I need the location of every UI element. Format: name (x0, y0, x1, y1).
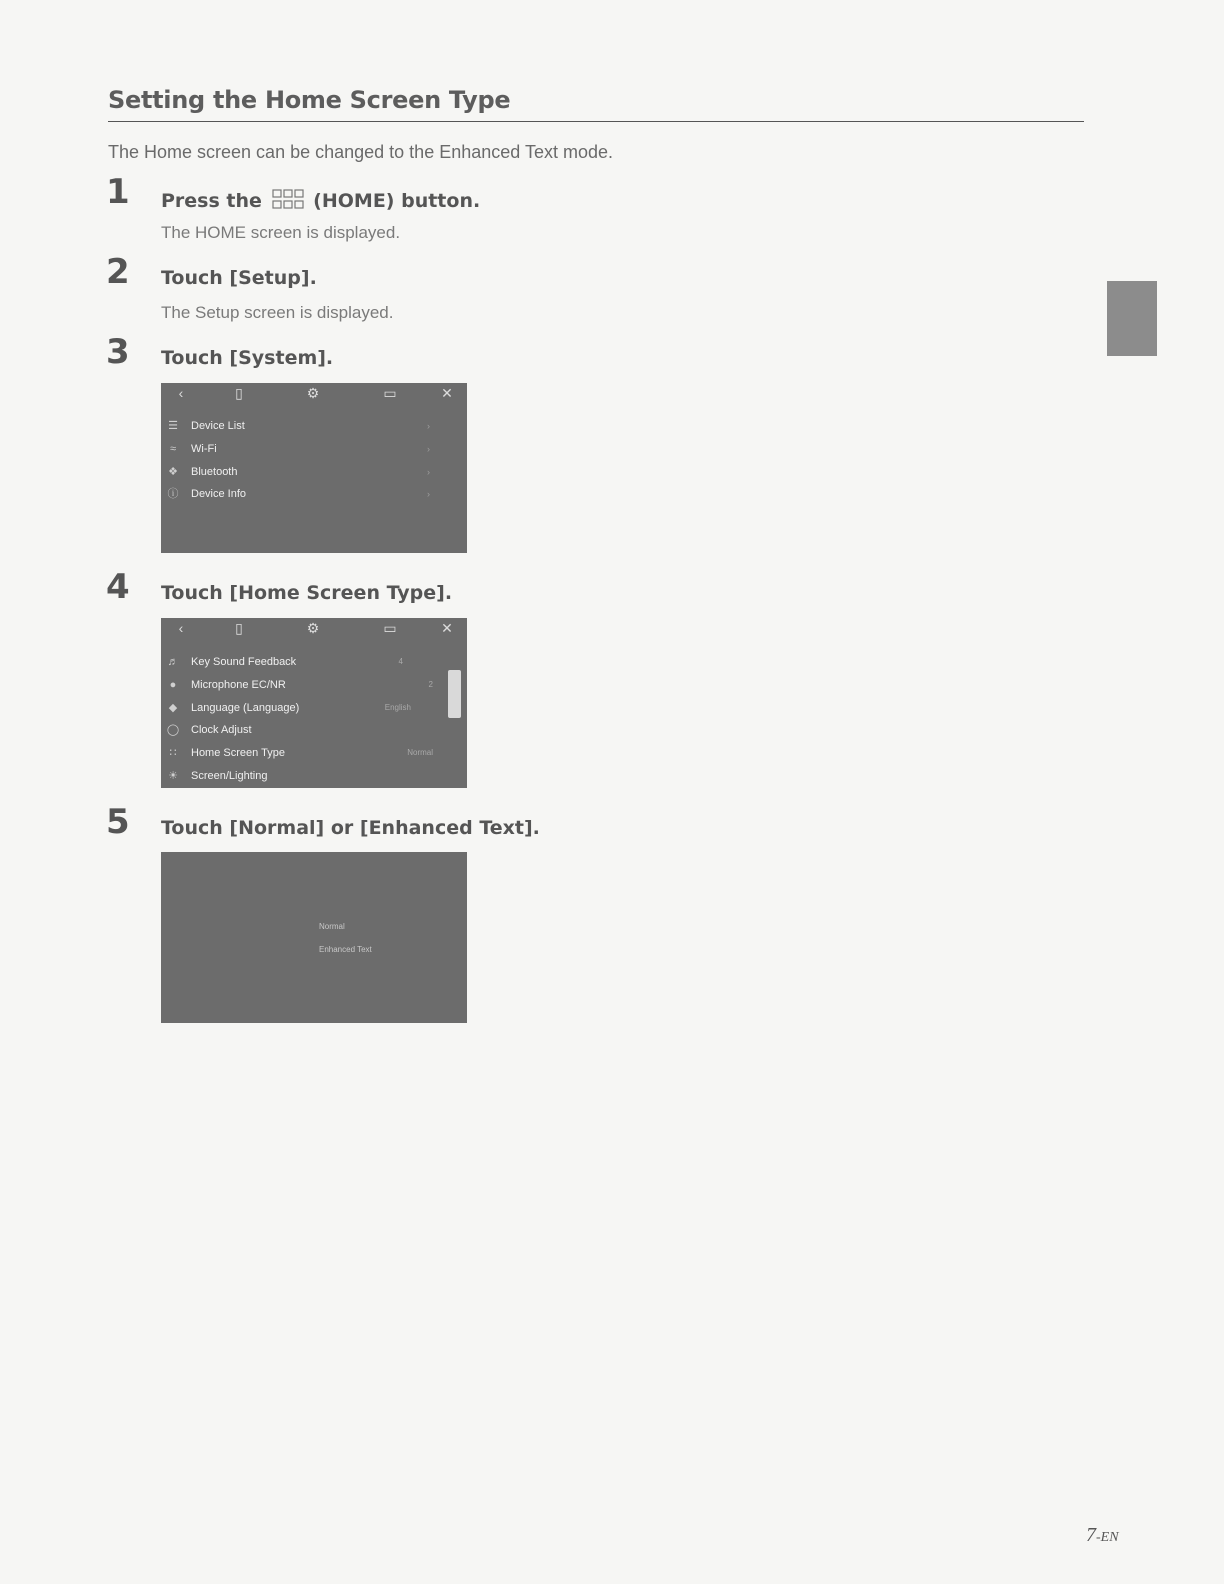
back-icon[interactable]: ‹ (178, 620, 184, 636)
close-icon[interactable]: ✕ (441, 620, 453, 636)
page-title: Setting the Home Screen Type (108, 86, 511, 114)
step-number: 3 (106, 332, 130, 372)
row-label: Home Screen Type (191, 747, 285, 759)
brightness-icon: ☀ (168, 770, 178, 782)
step-desc: The HOME screen is displayed. (161, 223, 401, 242)
list-item[interactable] (161, 415, 461, 437)
wifi-icon: ≈ (169, 443, 177, 455)
row-label: Screen/Lighting (191, 770, 268, 782)
clock-icon: ◯ (166, 724, 180, 736)
row-value: Normal (407, 748, 433, 757)
row-label: Bluetooth (191, 466, 238, 478)
screen-topbar (161, 618, 467, 648)
list-item[interactable] (161, 765, 461, 787)
step-title: Touch [Setup]. (161, 267, 317, 289)
close-icon[interactable]: ✕ (441, 385, 453, 401)
option-enhanced-text[interactable]: Enhanced Text (319, 945, 372, 954)
back-icon[interactable]: ‹ (178, 385, 184, 401)
title-rule (108, 121, 1084, 122)
row-label: Device Info (191, 488, 247, 500)
row-value: 4 (398, 657, 403, 666)
row-label: Microphone EC/NR (191, 679, 286, 691)
step-number: 5 (106, 802, 130, 842)
row-label: Key Sound Feedback (191, 656, 297, 668)
list-item[interactable] (161, 651, 461, 673)
step-desc: The Setup screen is displayed. (161, 303, 394, 322)
list-icon: ☰ (168, 420, 178, 432)
step-title (161, 188, 480, 215)
system-screen (161, 383, 467, 553)
chevron-right-icon: › (427, 489, 430, 499)
gear-icon[interactable]: ⚙ (306, 620, 320, 636)
list-item[interactable] (161, 483, 461, 505)
microphone-icon: ● (169, 679, 177, 691)
scrollbar[interactable] (448, 670, 461, 718)
screen-icon[interactable]: ▭ (383, 620, 397, 636)
step-number: 1 (106, 172, 130, 212)
row-value: 2 (428, 680, 433, 689)
info-icon: ⓘ (167, 488, 179, 500)
row-label: Wi-Fi (191, 443, 217, 455)
row-label: Device List (191, 420, 245, 432)
step-title: Touch [System]. (161, 347, 334, 369)
system-settings-screen (161, 618, 467, 788)
step-title: Touch [Home Screen Type]. (161, 582, 453, 604)
home-icon (271, 188, 305, 215)
home-screen-type-popup-screen (161, 852, 467, 1023)
screen-icon[interactable]: ▭ (383, 385, 397, 401)
step-title-pre: Press the (161, 190, 262, 212)
screen-topbar (161, 383, 467, 413)
language-icon: ◆ (168, 702, 178, 714)
step-number: 2 (106, 252, 130, 292)
section-tab (1107, 281, 1157, 356)
list-item[interactable] (161, 742, 461, 764)
chevron-right-icon: › (427, 467, 430, 477)
row-label: Language (Language) (191, 702, 300, 714)
chevron-right-icon: › (427, 444, 430, 454)
list-item[interactable] (161, 461, 461, 483)
chevron-right-icon: › (427, 421, 430, 431)
bluetooth-icon: ❖ (168, 466, 178, 478)
option-normal[interactable]: Normal (319, 922, 345, 931)
list-item[interactable] (161, 719, 461, 741)
step-number: 4 (106, 567, 130, 607)
list-item[interactable] (161, 438, 461, 460)
intro-text: The Home screen can be changed to the Enhanced Text mode. (108, 142, 613, 162)
speaker-icon: ♬ (167, 656, 179, 668)
step-title-post: (HOME) button. (313, 190, 481, 212)
list-item[interactable] (161, 674, 461, 696)
row-value: English (384, 703, 411, 712)
phone-icon[interactable]: ▯ (235, 385, 243, 401)
list-item[interactable] (161, 697, 461, 719)
phone-icon[interactable]: ▯ (235, 620, 243, 636)
gear-icon[interactable]: ⚙ (306, 385, 320, 401)
grid-icon: ∷ (169, 747, 177, 759)
row-label: Clock Adjust (191, 724, 252, 736)
page-number: 7-EN (1086, 1524, 1119, 1546)
step-title: Touch [Normal] or [Enhanced Text]. (161, 817, 540, 839)
